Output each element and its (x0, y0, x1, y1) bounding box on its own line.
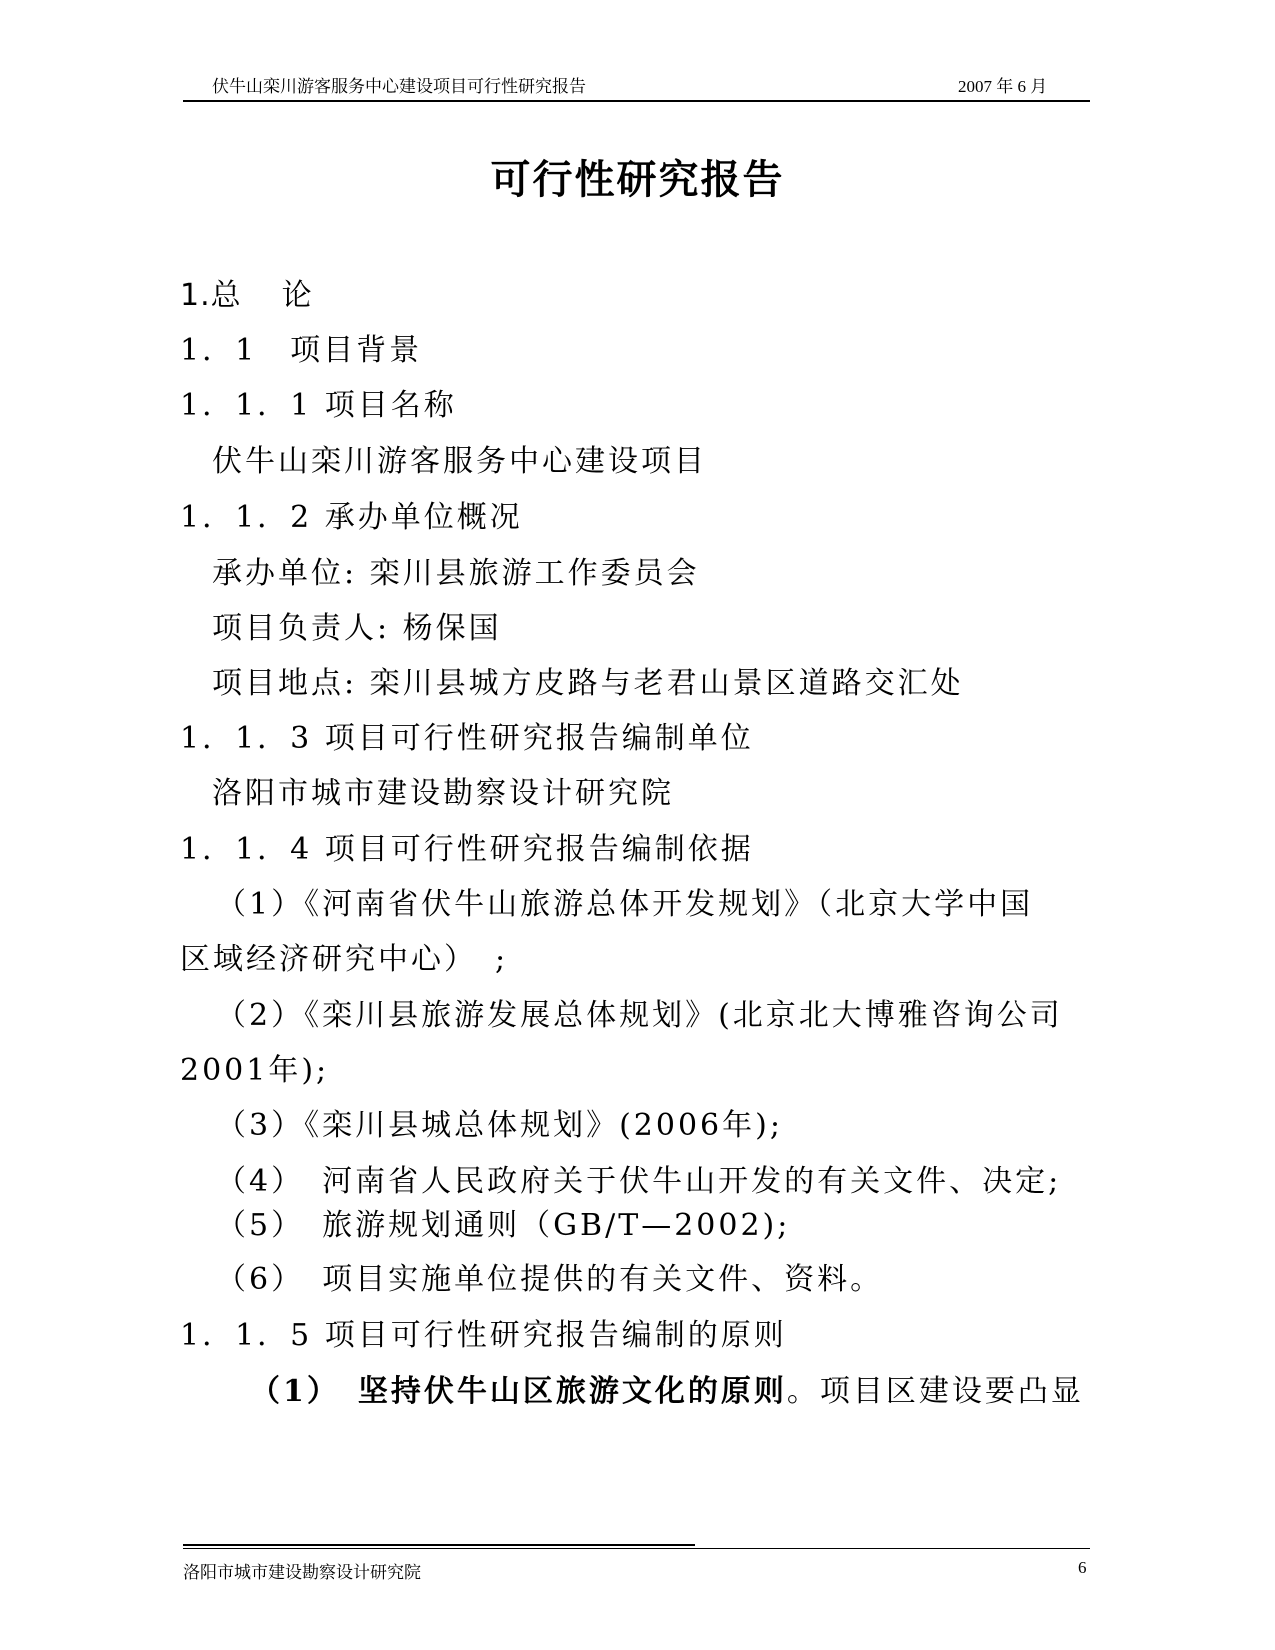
header-date: 2007 年 6 月 (958, 77, 1048, 96)
header-rule (183, 100, 1090, 102)
section-number: 1.总 (180, 278, 242, 313)
section-title: 论 (281, 278, 313, 313)
basis-item-1: （1）《河南省伏牛山旅游总体开发规划》（北京大学中国 (216, 887, 1034, 922)
heading-1-1-1: 1．1．1 项目名称 (180, 388, 457, 423)
basis-item-6: （6） 项目实施单位提供的有关文件、资料。 (216, 1262, 884, 1297)
page-number: 6 (1078, 1558, 1087, 1577)
organizer: 承办单位: 栾川县旅游工作委员会 (212, 556, 700, 591)
basis-item-4: （4） 河南省人民政府关于伏牛山开发的有关文件、决定; (216, 1164, 1062, 1199)
heading-1-1-3: 1．1．3 项目可行性研究报告编制单位 (180, 721, 754, 756)
basis-item-5: （5） 旅游规划通则（GB/T—2002); (216, 1208, 791, 1243)
principle-item-1 (250, 1366, 1084, 1410)
principle-title: 坚持伏牛山区旅游文化的原则 (357, 1374, 787, 1409)
project-location: 项目地点: 栾川县城方皮路与老君山景区道路交汇处 (212, 666, 964, 701)
header-title: 伏牛山栾川游客服务中心建设项目可行性研究报告 (212, 77, 586, 96)
basis-item-1-cont: 区域经济研究中心） ; (180, 942, 509, 977)
project-leader: 项目负责人: 杨保国 (212, 611, 502, 646)
heading-1-1-2: 1．1．2 承办单位概况 (180, 500, 523, 535)
heading-1-1: 1．1 项目背景 (180, 333, 423, 368)
principle-number: （1） (250, 1374, 340, 1409)
basis-item-3: （3）《栾川县城总体规划》(2006年); (216, 1108, 783, 1143)
principle-text: 。项目区建设要凸显 (786, 1374, 1084, 1409)
compiler: 洛阳市城市建设勘察设计研究院 (212, 776, 674, 811)
heading-1-1-4: 1．1．4 项目可行性研究报告编制依据 (180, 832, 754, 867)
footer-rule (183, 1548, 1090, 1549)
footer-rule-short (183, 1544, 695, 1546)
basis-item-2: （2）《栾川县旅游发展总体规划》(北京北大博雅咨询公司 (216, 998, 1063, 1033)
heading-1-1-5: 1．1．5 项目可行性研究报告编制的原则 (180, 1318, 787, 1353)
project-name: 伏牛山栾川游客服务中心建设项目 (212, 444, 707, 479)
page-title: 可行性研究报告 (490, 157, 785, 203)
basis-item-2-cont: 2001年); (180, 1053, 330, 1088)
footer-institute: 洛阳市城市建设勘察设计研究院 (183, 1563, 421, 1582)
section-heading-1 (180, 270, 313, 314)
